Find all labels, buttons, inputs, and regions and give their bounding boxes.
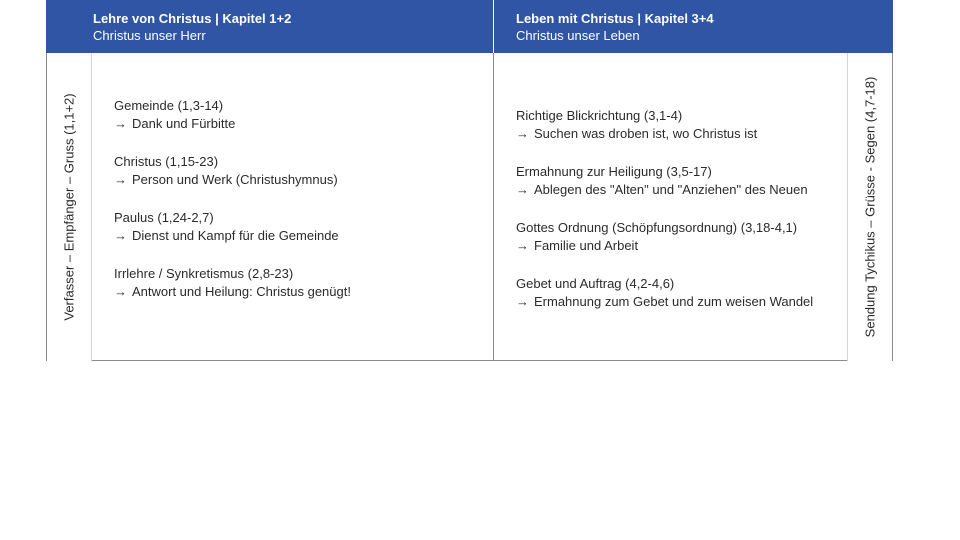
arrow-right-icon: → bbox=[114, 284, 127, 299]
item-detail bbox=[516, 181, 841, 199]
arrow-right-icon: → bbox=[114, 116, 127, 131]
item-detail bbox=[114, 283, 484, 301]
arrow-right-icon: → bbox=[516, 238, 529, 253]
item-detail-text: Dank und Fürbitte bbox=[132, 116, 236, 131]
item-heading: Ermahnung zur Heiligung (3,5-17) bbox=[516, 164, 712, 179]
list-item bbox=[516, 219, 841, 255]
list-item bbox=[114, 209, 484, 245]
arrow-right-icon: → bbox=[114, 228, 127, 243]
list-item bbox=[114, 97, 484, 133]
item-detail bbox=[114, 227, 484, 245]
item-heading: Gottes Ordnung (Schöpfungsordnung) (3,18-4,1) bbox=[516, 220, 798, 235]
item-detail-text: Familie und Arbeit bbox=[534, 238, 639, 253]
item-heading: Gebet und Auftrag (4,2-4,6) bbox=[516, 276, 675, 291]
column-divider bbox=[493, 53, 494, 361]
list-item bbox=[516, 163, 841, 199]
side-right-strip bbox=[847, 53, 892, 361]
header-left-subtitle: Christus unser Herr bbox=[93, 28, 206, 43]
item-detail bbox=[516, 125, 841, 143]
list-item bbox=[114, 153, 484, 189]
list-item bbox=[516, 275, 841, 311]
right-column bbox=[516, 107, 841, 331]
arrow-right-icon: → bbox=[516, 182, 529, 197]
item-heading: Christus (1,15-23) bbox=[114, 154, 219, 169]
list-item bbox=[114, 265, 484, 301]
item-detail-text: Ablegen des "Alten" und "Anziehen" des Neuen bbox=[534, 182, 808, 197]
side-left-label: Verfasser – Empfänger – Gruss (1,1+2) bbox=[61, 93, 77, 321]
item-detail bbox=[114, 115, 484, 133]
item-detail bbox=[114, 171, 484, 189]
item-detail bbox=[516, 293, 841, 311]
item-heading: Richtige Blickrichtung (3,1-4) bbox=[516, 108, 683, 123]
list-item bbox=[516, 107, 841, 143]
item-detail-text: Person und Werk (Christushymnus) bbox=[132, 172, 338, 187]
header-right bbox=[494, 0, 893, 53]
side-right-label: Sendung Tychikus – Grüsse - Segen (4,7-18) bbox=[862, 76, 878, 338]
item-detail-text: Suchen was droben ist, wo Christus ist bbox=[534, 126, 758, 141]
side-left-strip bbox=[47, 53, 92, 361]
arrow-right-icon: → bbox=[516, 126, 529, 141]
item-detail-text: Ermahnung zum Gebet und zum weisen Wandel bbox=[534, 294, 814, 309]
item-heading: Gemeinde (1,3-14) bbox=[114, 98, 224, 113]
left-column bbox=[114, 97, 484, 321]
header-right-subtitle: Christus unser Leben bbox=[516, 28, 640, 43]
header-left-title: Lehre von Christus | Kapitel 1+2 bbox=[93, 11, 292, 26]
header-left bbox=[46, 0, 493, 53]
item-detail-text: Dienst und Kampf für die Gemeinde bbox=[132, 228, 339, 243]
item-detail bbox=[516, 237, 841, 255]
item-heading: Paulus (1,24-2,7) bbox=[114, 210, 214, 225]
arrow-right-icon: → bbox=[516, 294, 529, 309]
item-detail-text: Antwort und Heilung: Christus genügt! bbox=[132, 284, 351, 299]
item-heading: Irrlehre / Synkretismus (2,8-23) bbox=[114, 266, 294, 281]
header-right-title: Leben mit Christus | Kapitel 3+4 bbox=[516, 11, 714, 26]
arrow-right-icon: → bbox=[114, 172, 127, 187]
